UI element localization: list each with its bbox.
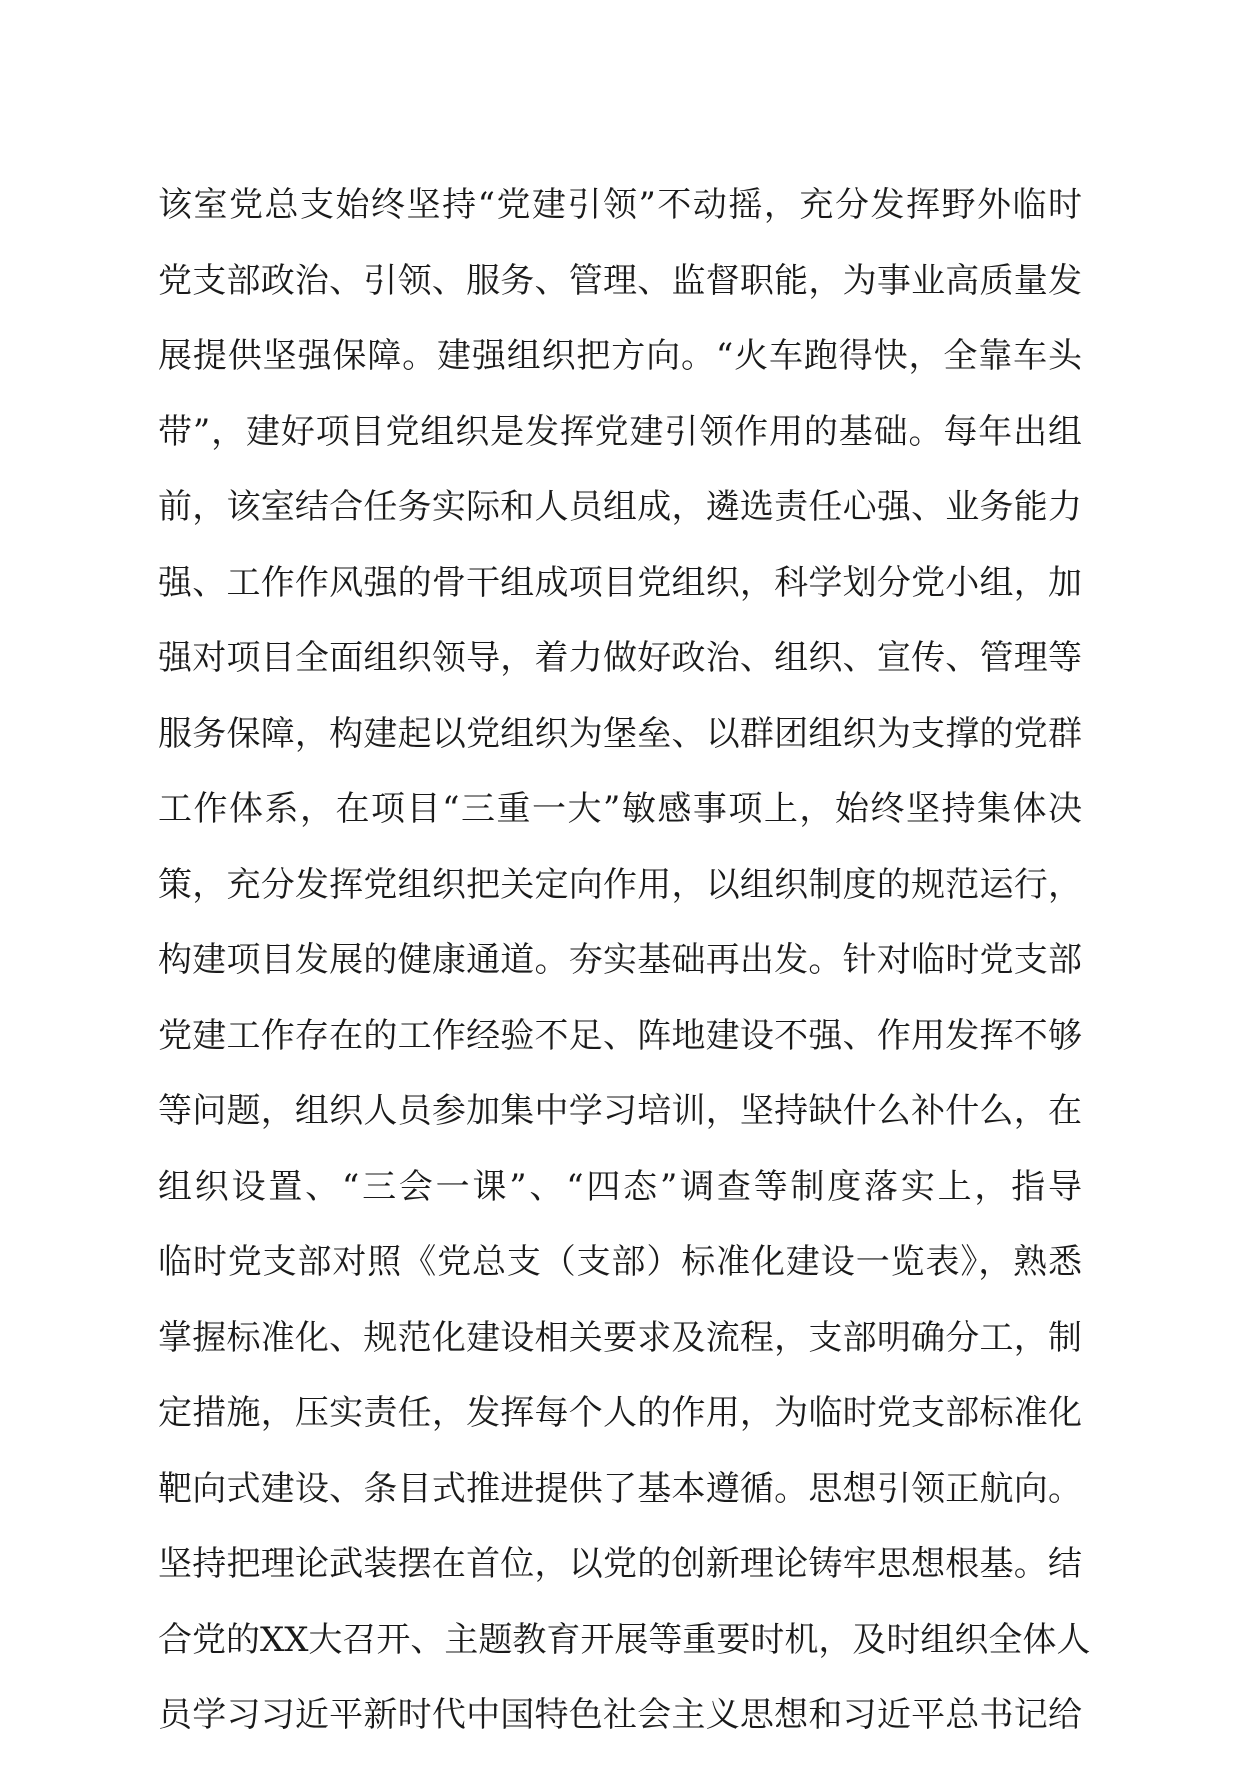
text-line: 服务保障，构建起以党组织为堡垒、以群团组织为支撑的党群 (158, 713, 1082, 754)
text-line: 构建项目发展的健康通道。夯实基础再出发。针对临时党支部 (158, 940, 1082, 980)
text-line: 工作体系，在项目“三重一大”敏感事项上，始终坚持集体决 (158, 789, 1082, 829)
text-line: 靶向式建设、条目式推进提供了基本遵循。思想引领正航向。 (158, 1468, 1082, 1509)
text-line: 组织设置、“三会一课”、“四态”调查等制度落实上，指导 (158, 1166, 1082, 1207)
text-line: 前，该室结合任务实际和人员组成，遴选责任心强、业务能力 (158, 487, 1082, 527)
text-line: 党支部政治、引领、服务、管理、监督职能，为事业高质量发 (158, 260, 1082, 301)
text-line: 临时党支部对照《党总支（支部）标准化建设一览表》，熟悉 (158, 1242, 1082, 1282)
text-line: 定措施，压实责任，发挥每个人的作用，为临时党支部标准化 (158, 1393, 1082, 1433)
text-line: 掌握标准化、规范化建设相关要求及流程，支部明确分工，制 (158, 1317, 1082, 1358)
body-paragraph (158, 185, 1091, 1774)
text-line: 策，充分发挥党组织把关定向作用，以组织制度的规范运行， (158, 864, 1082, 905)
text-line: 强对项目全面组织领导，着力做好政治、组织、宣传、管理等 (158, 638, 1082, 678)
text-line: 展提供坚强保障。建强组织把方向。“火车跑得快，全靠车头 (158, 336, 1082, 376)
text-line: 合党的XX大召开、主题教育开展等重要时机，及时组织全体人 (158, 1619, 1091, 1660)
text-line: 党建工作存在的工作经验不足、阵地建设不强、作用发挥不够 (158, 1015, 1082, 1056)
text-line: 坚持把理论武装摆在首位，以党的创新理论铸牢思想根基。结 (158, 1544, 1082, 1584)
text-line: 带”，建好项目党组织是发挥党建引领作用的基础。每年出组 (158, 411, 1082, 452)
text-line: 员学习习近平新时代中国特色社会主义思想和习近平总书记给 (158, 1695, 1082, 1735)
text-line: 等问题，组织人员参加集中学习培训，坚持缺什么补什么，在 (158, 1091, 1082, 1131)
text-line: 强、工作作风强的骨干组成项目党组织，科学划分党小组，加 (158, 562, 1082, 603)
text-line: 该室党总支始终坚持“党建引领”不动摇，充分发挥野外临时 (158, 185, 1082, 225)
